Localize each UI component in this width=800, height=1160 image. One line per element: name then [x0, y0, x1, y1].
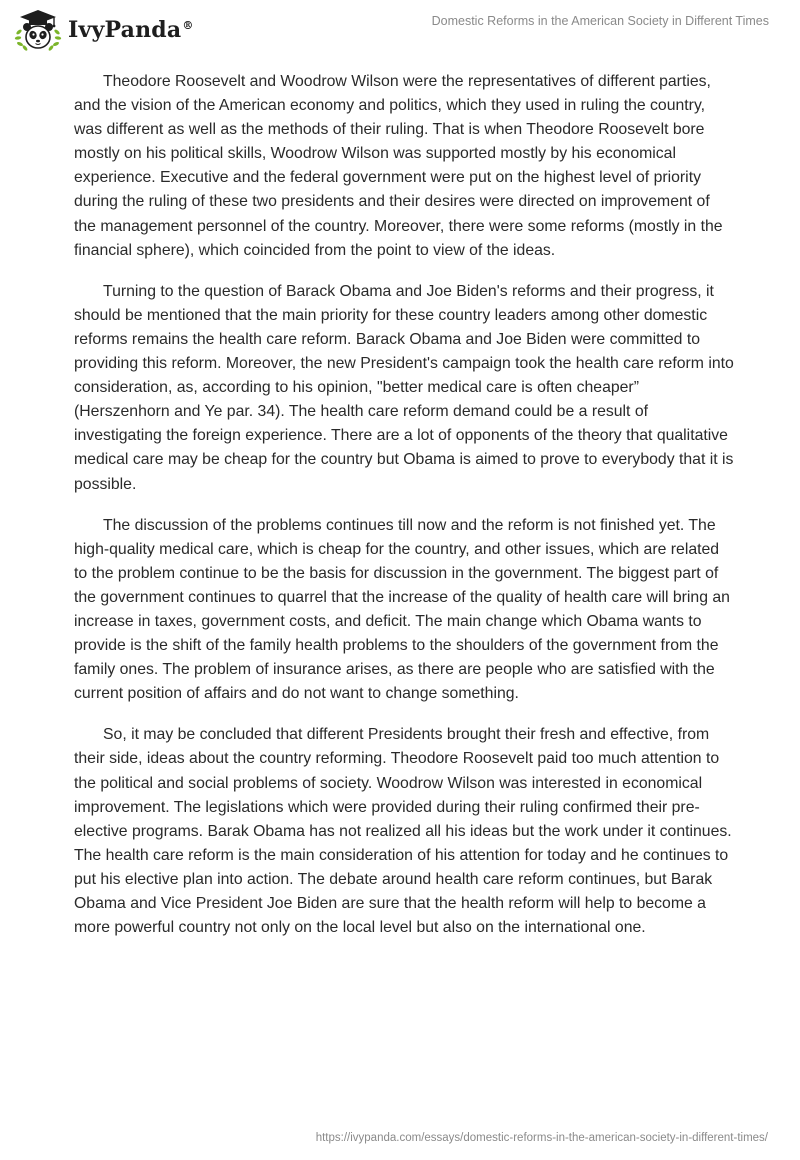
trademark-symbol: ®	[182, 19, 194, 32]
paragraph: So, it may be concluded that different Presidents brought their fresh and effective, from their side, ideas about the country reforming. Theodore Roosevelt paid too much attention to the political and social problems of society. Woodrow Wilson was interested in economical improvement. The legislations which were provided during their ruling confirmed their pre-elective programs. Barak Obama has not realized all his ideas but the work under it continues. The health care reform is the main consideration of his attention for today and he continues to put his elective plan into action. The debate around health care reform continues, but Barak Obama and Vice President Joe Biden are sure that the health reform will help to become a more powerful country not only on the local level but also on the international one.	[74, 726, 732, 937]
paragraph: Theodore Roosevelt and Woodrow Wilson were the representatives of different parties, and the vision of the American economy and politics, which they used in ruling the country, was different as well as the methods of their ruling. That is when Theodore Roosevelt bore mostly on his political skills, Woodrow Wilson was supported mostly by his economical experience. Executive and the federal government were put on the highest level of priority during the ruling of these two presidents and their desires were directed on improvement of the management personnel of the country. Moreover, there were some reforms (mostly in the financial sphere), which coincided from the point to view of the ideas.	[74, 73, 723, 259]
source-url-link[interactable]: https://ivypanda.com/essays/domestic-reforms-in-the-american-society-in-different-times/	[315, 1132, 768, 1144]
ivypanda-logo[interactable]	[14, 10, 194, 50]
document-title: Domestic Reforms in the American Society in Different Times	[431, 14, 769, 28]
essay-body	[74, 70, 734, 957]
paragraph: The discussion of the problems continues till now and the reform is not finished yet. The high-quality medical care, which is cheap for the country, and other issues, which are related to the problem continue to be the basis for discussion in the government. The biggest part of the government continues to quarrel that the increase of the quality of health care will bring an increase in taxes, government costs, and deficit. The main change which Obama wants to provide is the shift of the family health problems to the shoulders of the government from the family ones. The problem of insurance arises, as there are people who are satisfied with the current position of affairs and do not want to change something.	[74, 516, 730, 703]
page-header	[0, 0, 800, 60]
panda-graduation-cap-icon	[14, 8, 62, 52]
brand-name: IvyPanda®	[68, 17, 194, 43]
paragraph: Turning to the question of Barack Obama and Joe Biden's reforms and their progress, it should be mentioned that the main priority for these country leaders among other domestic reforms remains the health care reform. Barack Obama and Joe Biden were committed to providing this reform. Moreover, the new President's campaign took the health care reform into consideration, as, according to his opinion, "better medical care is often cheaper” (Herszenhorn and Ye par. 34). The health care reform demand could be a result of investigating the foreign experience. There are a lot of opponents of the theory that qualitative medical care may be cheap for the country but Obama is aimed to prove to everybody that it is possible.	[74, 282, 734, 493]
